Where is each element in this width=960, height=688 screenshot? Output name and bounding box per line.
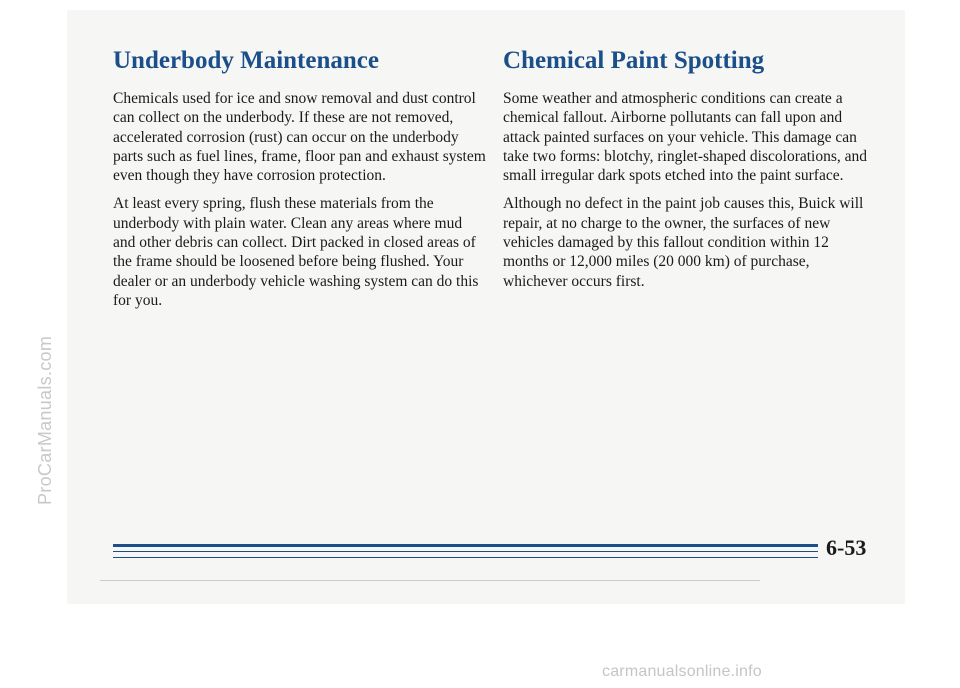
footer-rule-middle xyxy=(113,551,818,552)
page-number: 6-53 xyxy=(826,535,867,560)
underbody-paragraph-2: At least every spring, flush these materials from the underbody with plain water. Clean any areas where mud and other debris can collect. Dirt packed in closed areas of the frame should be loosened before being flushed. Your dealer or an underbody vehicle washing system can do this for you. xyxy=(113,195,479,309)
underbody-paragraph-1: Chemicals used for ice and snow removal and dust control can collect on the underbody. If these are not removed, accelerated corrosion (rust) can occur on the underbody parts such as fuel lines, frame, floor pan and exhaust system even though they have corrosion protection. xyxy=(113,90,486,185)
side-watermark: ProCarManuals.com xyxy=(35,335,55,505)
chemical-paint-spotting-heading: Chemical Paint Spotting xyxy=(503,47,765,74)
chemical-paint-spotting-section xyxy=(503,46,873,300)
paint-spotting-paragraph-2: Although no defect in the paint job causes this, Buick will repair, at no charge to the owner, the surfaces of new vehicles damaged by this fallout condition within 12 months or 12,000 miles (20 000 km) of purchase, whichever occurs first. xyxy=(503,195,864,290)
footer-rule-thin xyxy=(113,557,818,558)
bottom-watermark: carmanualsonline.info xyxy=(602,663,762,680)
underbody-maintenance-section xyxy=(113,46,488,319)
footer-rule-faint xyxy=(100,580,760,581)
underbody-maintenance-heading: Underbody Maintenance xyxy=(113,47,379,74)
footer-rule-thick xyxy=(113,544,818,547)
paint-spotting-paragraph-1: Some weather and atmospheric conditions can create a chemical fallout. Airborne pollutants can fall upon and attack painted surfaces on your vehicle. This damage can take two forms: blotchy, ringlet-shaped discolorations, and small irregular dark spots etched into the paint surface. xyxy=(503,90,868,185)
